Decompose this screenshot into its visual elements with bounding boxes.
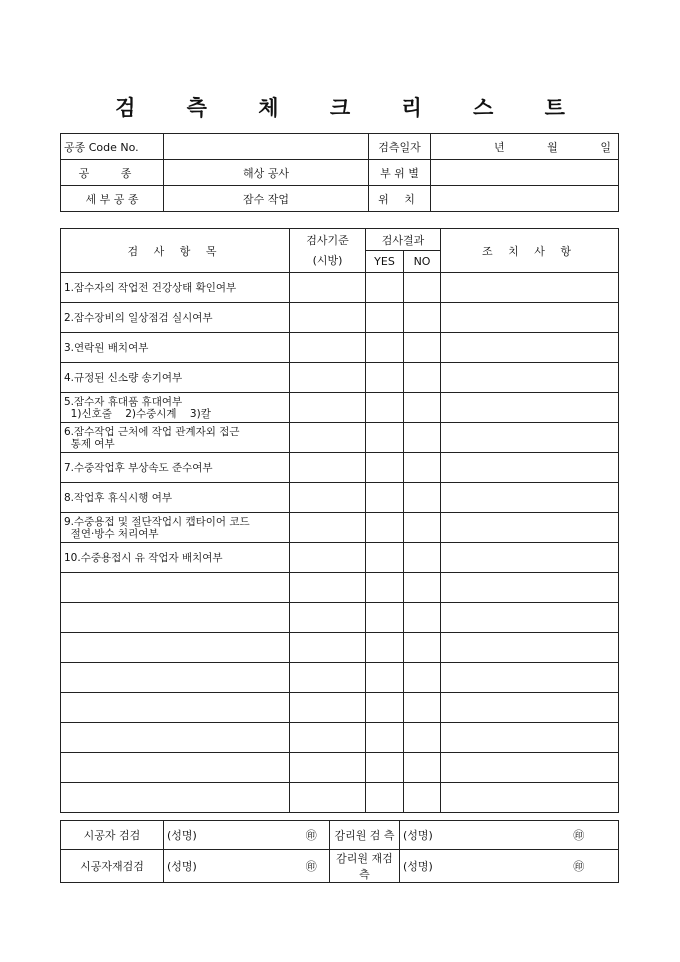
table-row xyxy=(61,603,619,633)
date-field[interactable] xyxy=(431,134,619,160)
standard-cell[interactable] xyxy=(290,273,366,303)
check-item xyxy=(61,393,290,423)
yes-cell[interactable] xyxy=(366,453,404,483)
no-cell[interactable] xyxy=(404,393,441,423)
standard-cell[interactable] xyxy=(290,363,366,393)
no-cell[interactable] xyxy=(404,453,441,483)
no-cell[interactable] xyxy=(404,333,441,363)
location-value[interactable] xyxy=(431,186,619,212)
yes-cell[interactable] xyxy=(366,693,404,723)
action-cell[interactable] xyxy=(441,633,619,663)
standard-cell[interactable] xyxy=(290,633,366,663)
standard-cell[interactable] xyxy=(290,483,366,513)
action-cell[interactable] xyxy=(441,423,619,453)
table-row xyxy=(61,753,619,783)
action-cell[interactable] xyxy=(441,513,619,543)
header-item: 검 사 항 목 xyxy=(61,229,290,273)
contractor-inspect-name[interactable]: (성명) xyxy=(164,821,294,850)
standard-cell[interactable] xyxy=(290,453,366,483)
table-row xyxy=(61,663,619,693)
check-item xyxy=(61,483,290,513)
check-item-text: 9.수중용접 및 절단작업시 캡타이어 코드 xyxy=(64,515,250,528)
standard-cell[interactable] xyxy=(290,543,366,573)
yes-cell[interactable] xyxy=(366,543,404,573)
check-item xyxy=(61,453,290,483)
yes-cell[interactable] xyxy=(366,423,404,453)
part-label: 부 위 별 xyxy=(369,160,431,186)
header-no: NO xyxy=(404,251,441,273)
header-action: 조 치 사 항 xyxy=(441,229,619,273)
action-cell[interactable] xyxy=(441,363,619,393)
code-value[interactable] xyxy=(164,134,369,160)
page-title: 검 측 체 크 리 스 트 xyxy=(115,95,587,120)
action-cell[interactable] xyxy=(441,693,619,723)
check-item xyxy=(61,333,290,363)
check-item xyxy=(61,693,290,723)
action-cell[interactable] xyxy=(441,483,619,513)
check-item-text: 6.잠수작업 근처에 작업 관계자외 접근 xyxy=(64,425,240,438)
seal-icon: ㊞ xyxy=(294,850,330,883)
check-item xyxy=(61,573,290,603)
standard-cell[interactable] xyxy=(290,393,366,423)
table-row xyxy=(61,573,619,603)
location-label: 위 치 xyxy=(369,186,431,212)
standard-cell[interactable] xyxy=(290,573,366,603)
table-row xyxy=(61,783,619,813)
check-item xyxy=(61,273,290,303)
check-item-text: 10.수중용접시 유 작업자 배치여부 xyxy=(64,551,223,564)
no-cell[interactable] xyxy=(404,783,441,813)
table-row xyxy=(61,423,619,453)
table-row xyxy=(61,303,619,333)
standard-cell[interactable] xyxy=(290,513,366,543)
seal-icon: ㊞ xyxy=(540,850,619,883)
action-cell[interactable] xyxy=(441,783,619,813)
contractor-reinspect-name[interactable]: (성명) xyxy=(164,850,294,883)
contractor-reinspect-label: 시공자재검검 xyxy=(61,850,164,883)
table-row xyxy=(61,453,619,483)
work-label: 공 종 xyxy=(61,160,164,186)
check-item xyxy=(61,663,290,693)
supervisor-reinspect-name[interactable]: (성명) xyxy=(400,850,540,883)
supervisor-reinspect-label: 감리원 재검측 xyxy=(330,850,400,883)
action-cell[interactable] xyxy=(441,333,619,363)
standard-cell[interactable] xyxy=(290,603,366,633)
check-item xyxy=(61,543,290,573)
work-value[interactable]: 해상 공사 xyxy=(164,160,369,186)
no-cell[interactable] xyxy=(404,633,441,663)
date-month: 월 xyxy=(547,140,558,154)
table-row xyxy=(61,633,619,663)
standard-cell[interactable] xyxy=(290,783,366,813)
yes-cell[interactable] xyxy=(366,723,404,753)
check-item-text: 4.규정된 신소량 송기여부 xyxy=(64,371,183,384)
action-cell[interactable] xyxy=(441,603,619,633)
no-cell[interactable] xyxy=(404,483,441,513)
action-cell[interactable] xyxy=(441,453,619,483)
check-item-subtext: 1)신호줄 2)수중시계 3)칼 xyxy=(64,407,211,420)
header-yes: YES xyxy=(366,251,404,273)
action-cell[interactable] xyxy=(441,663,619,693)
action-cell[interactable] xyxy=(441,303,619,333)
check-item-text: 3.연락원 배치여부 xyxy=(64,341,149,354)
signature-table xyxy=(60,820,619,883)
part-value[interactable] xyxy=(431,160,619,186)
table-row xyxy=(61,723,619,753)
header-result: 검사결과 xyxy=(366,229,441,251)
yes-cell[interactable] xyxy=(366,483,404,513)
table-row xyxy=(61,543,619,573)
detail-value[interactable]: 잠수 작업 xyxy=(164,186,369,212)
no-cell[interactable] xyxy=(404,603,441,633)
table-row xyxy=(61,483,619,513)
check-item-text: 7.수중작업후 부상속도 준수여부 xyxy=(64,461,213,474)
no-cell[interactable] xyxy=(404,303,441,333)
standard-cell[interactable] xyxy=(290,303,366,333)
check-item xyxy=(61,603,290,633)
yes-cell[interactable] xyxy=(366,783,404,813)
yes-cell[interactable] xyxy=(366,273,404,303)
check-item-text: 5.잠수자 휴대품 휴대여부 xyxy=(64,395,183,408)
check-item-subtext: 절연·방수 처리여부 xyxy=(64,527,159,540)
check-item-text: 2.잠수장비의 일상점검 실시여부 xyxy=(64,311,213,324)
contractor-inspect-label: 시공자 검검 xyxy=(61,821,164,850)
date-year: 년 xyxy=(494,140,505,154)
yes-cell[interactable] xyxy=(366,603,404,633)
no-cell[interactable] xyxy=(404,363,441,393)
code-label: 공종 Code No. xyxy=(61,134,164,160)
yes-cell[interactable] xyxy=(366,303,404,333)
standard-cell[interactable] xyxy=(290,723,366,753)
no-cell[interactable] xyxy=(404,663,441,693)
check-item xyxy=(61,363,290,393)
no-cell[interactable] xyxy=(404,693,441,723)
standard-cell[interactable] xyxy=(290,693,366,723)
yes-cell[interactable] xyxy=(366,393,404,423)
yes-cell[interactable] xyxy=(366,753,404,783)
yes-cell[interactable] xyxy=(366,663,404,693)
check-item xyxy=(61,783,290,813)
check-item xyxy=(61,423,290,453)
header-standard: 검사기준 (시방) xyxy=(290,229,366,273)
detail-label: 세 부 공 종 xyxy=(61,186,164,212)
yes-cell[interactable] xyxy=(366,573,404,603)
check-item xyxy=(61,753,290,783)
yes-cell[interactable] xyxy=(366,633,404,663)
checklist-table xyxy=(60,228,619,813)
action-cell[interactable] xyxy=(441,543,619,573)
supervisor-inspect-label: 감리원 검 측 xyxy=(330,821,400,850)
standard-cell[interactable] xyxy=(290,333,366,363)
seal-icon: ㊞ xyxy=(294,821,330,850)
check-item-text: 8.작업후 휴식시행 여부 xyxy=(64,491,172,504)
no-cell[interactable] xyxy=(404,753,441,783)
no-cell[interactable] xyxy=(404,513,441,543)
date-label: 검측일자 xyxy=(369,134,431,160)
table-row xyxy=(61,363,619,393)
check-item xyxy=(61,513,290,543)
info-table xyxy=(60,133,619,212)
no-cell[interactable] xyxy=(404,573,441,603)
action-cell[interactable] xyxy=(441,753,619,783)
check-item xyxy=(61,723,290,753)
action-cell[interactable] xyxy=(441,393,619,423)
no-cell[interactable] xyxy=(404,423,441,453)
action-cell[interactable] xyxy=(441,573,619,603)
standard-cell[interactable] xyxy=(290,423,366,453)
seal-icon: ㊞ xyxy=(540,821,619,850)
table-row xyxy=(61,273,619,303)
check-item-subtext: 통제 여부 xyxy=(64,437,115,450)
standard-cell[interactable] xyxy=(290,753,366,783)
yes-cell[interactable] xyxy=(366,363,404,393)
check-item xyxy=(61,633,290,663)
yes-cell[interactable] xyxy=(366,333,404,363)
table-row xyxy=(61,693,619,723)
table-row xyxy=(61,513,619,543)
no-cell[interactable] xyxy=(404,723,441,753)
no-cell[interactable] xyxy=(404,543,441,573)
no-cell[interactable] xyxy=(404,273,441,303)
standard-cell[interactable] xyxy=(290,663,366,693)
table-row xyxy=(61,333,619,363)
table-row xyxy=(61,393,619,423)
check-item-text: 1.잠수자의 작업전 건강상태 확인여부 xyxy=(64,281,237,294)
yes-cell[interactable] xyxy=(366,513,404,543)
check-item xyxy=(61,303,290,333)
action-cell[interactable] xyxy=(441,723,619,753)
supervisor-inspect-name[interactable]: (성명) xyxy=(400,821,540,850)
action-cell[interactable] xyxy=(441,273,619,303)
date-day: 일 xyxy=(600,140,611,154)
